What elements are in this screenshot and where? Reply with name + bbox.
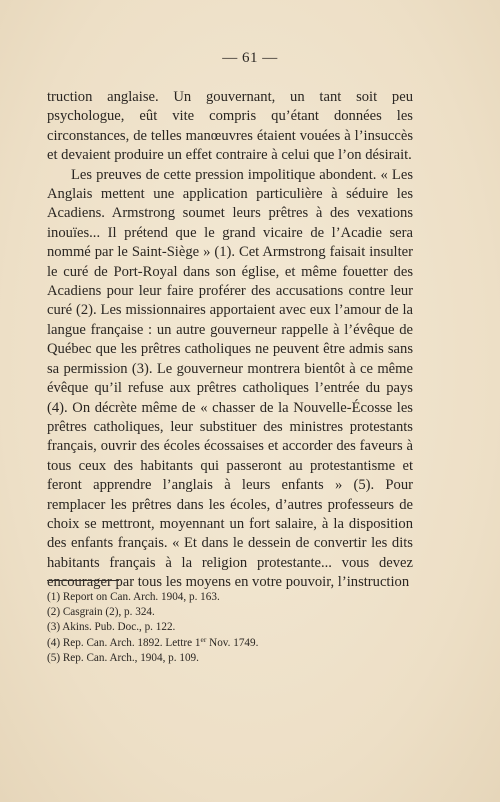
footnote-4 [47, 636, 413, 651]
footnotes [47, 590, 413, 666]
footnote-2: (2) Casgrain (2), p. 324. [47, 606, 155, 619]
body-text [47, 88, 413, 593]
footnote-separator [47, 580, 119, 581]
paragraph-continuation: truction anglaise. Un gouvernant, un tant soit peu psychologue, eût vite compris qu’étant données les circonstances, de telles manœuvres étaient vouées à l’insuccès et devaient produire un effet contraire à celui que l’on désirait. [47, 89, 413, 164]
footnote-4-superscript: er [200, 634, 207, 644]
footnote-1: (1) Report on Can. Arch. 1904, p. 163. [47, 591, 220, 603]
footnote-4-date: Nov. 1749. [206, 636, 259, 649]
footnote-4-text: (4) Rep. Can. Arch. 1892. Lettre 1 [47, 636, 201, 649]
paragraph-preuves: Les preuves de cette pression impolitique abondent. « Les Anglais mettent une application particulière à séduire les Acadiens. Armstrong soumet leurs prêtres à des vexations inouïes... Il prétend que le grand vicaire de l’Acadie sera nommé par le Saint-Siège » (1). Cet Armstrong faisait insulter le curé de Port-Royal dans son église, et même fouetter des Acadiens pour leur faire proférer des accusations contre leur curé (2). Les missionnaires apportaient avec eux l’amour de la langue française : un autre gouverneur rappelle à l’évêque de Québec que les prêtres catholiques ne peuvent être admis sans sa permission (3). Le gouverneur montrera bientôt à ce même évêque qu’il refuse aux prêtres catholiques l’entrée du pays (4). On décrète même de « chasser de la Nouvelle-Écosse les prêtres catholiques, leur substituer des ministres protestants français, ouvrir des écoles écossaises et accorder des faveurs à tous ceux des habitants qui passeront au protestantisme et feront apprendre l’anglais à leurs enfants » (5). Pour remplacer les prêtres dans les écoles, d’autres professeurs de choix se mettront, moyennant un fort salaire, à la disposition des enfants français. « Et dans le dessein de convertir les dits habitants français à la religion protestante... vous devez encourager par tous les moyens en votre pouvoir, l’instruction [47, 166, 413, 591]
footnote-3: (3) Akins. Pub. Doc., p. 122. [47, 621, 176, 634]
footnote-5: (5) Rep. Can. Arch., 1904, p. 109. [47, 651, 199, 664]
page-number: — 61 — [222, 50, 278, 66]
